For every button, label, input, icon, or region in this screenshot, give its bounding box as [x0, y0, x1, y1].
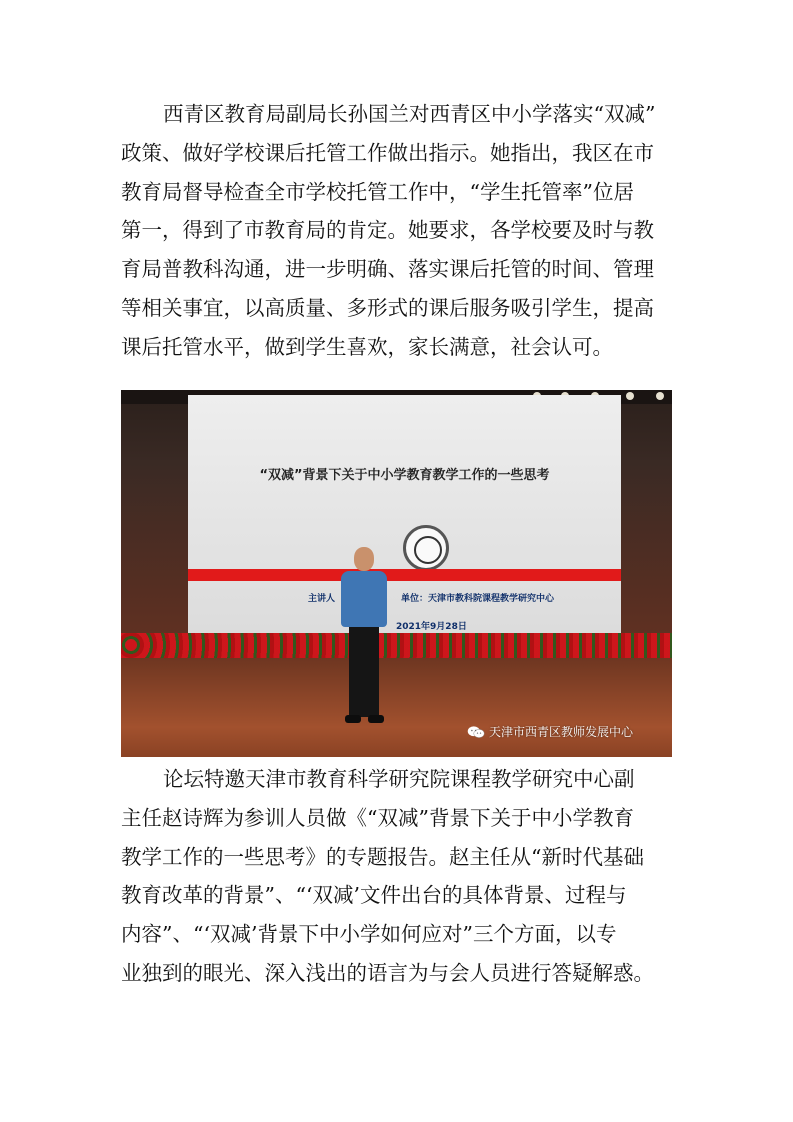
text-line: 课后托管水平，做到学生喜欢，家长满意，社会认可。 — [121, 334, 613, 359]
text-line: 教育局督导检查全市学校托管工作中，“学生托管率”位居 — [121, 179, 634, 204]
text-line: 政策、做好学校课后托管工作做出指示。她指出，我区在市 — [121, 140, 654, 165]
photo-watermark — [467, 723, 633, 740]
watermark-text: 天津市西青区教师发展中心 — [489, 725, 634, 739]
text-line: 等相关事宜，以高质量、多形式的课后服务吸引学生，提高 — [121, 295, 654, 320]
text-line: 教育改革的背景”、“‘双减’文件出台的具体背景、过程与 — [121, 883, 627, 908]
text-line: 第一，得到了市教育局的肯定。她要求，各学校要及时与教 — [121, 218, 654, 243]
screen-title: “双减”背景下关于中小学教育教学工作的一些思考 — [259, 468, 550, 483]
text-line: 育局普教科沟通，进一步明确、落实课后托管的时间、管理 — [121, 257, 654, 282]
stage-floor — [121, 658, 672, 757]
projection-screen — [188, 395, 621, 633]
text-line: 教学工作的一些思考》的专题报告。赵主任从“新时代基础 — [121, 844, 644, 869]
red-band — [188, 569, 621, 581]
screen-speaker: 主讲人 — [308, 594, 336, 604]
forum-photo — [121, 390, 672, 757]
institution-seal-icon — [403, 525, 449, 571]
text-line: 内容”、“‘双减’背景下中小学如何应对”三个方面，以专 — [121, 922, 617, 947]
speaker-figure — [335, 547, 395, 727]
ceiling-lamp — [656, 392, 664, 400]
screen-unit: 单位：天津市教科院课程教学研究中心 — [401, 594, 555, 604]
ceiling-lamp — [626, 392, 634, 400]
screen-date: 2021年9月28日 — [396, 622, 467, 632]
text-line: 主任赵诗辉为参训人员做《“双减”背景下关于中小学教育 — [121, 805, 634, 830]
text-line: 论坛特邀天津市教育科学研究院课程教学研究中心副 — [163, 767, 635, 791]
forum-paragraph — [121, 760, 676, 993]
text-line: 西青区教育局副局长孙国兰对西青区中小学落实“双减” — [163, 102, 656, 126]
wechat-icon — [467, 725, 485, 739]
intro-paragraph — [121, 95, 676, 367]
text-line: 业独到的眼光、深入浅出的语言为与会人员进行答疑解惑。 — [121, 960, 654, 985]
